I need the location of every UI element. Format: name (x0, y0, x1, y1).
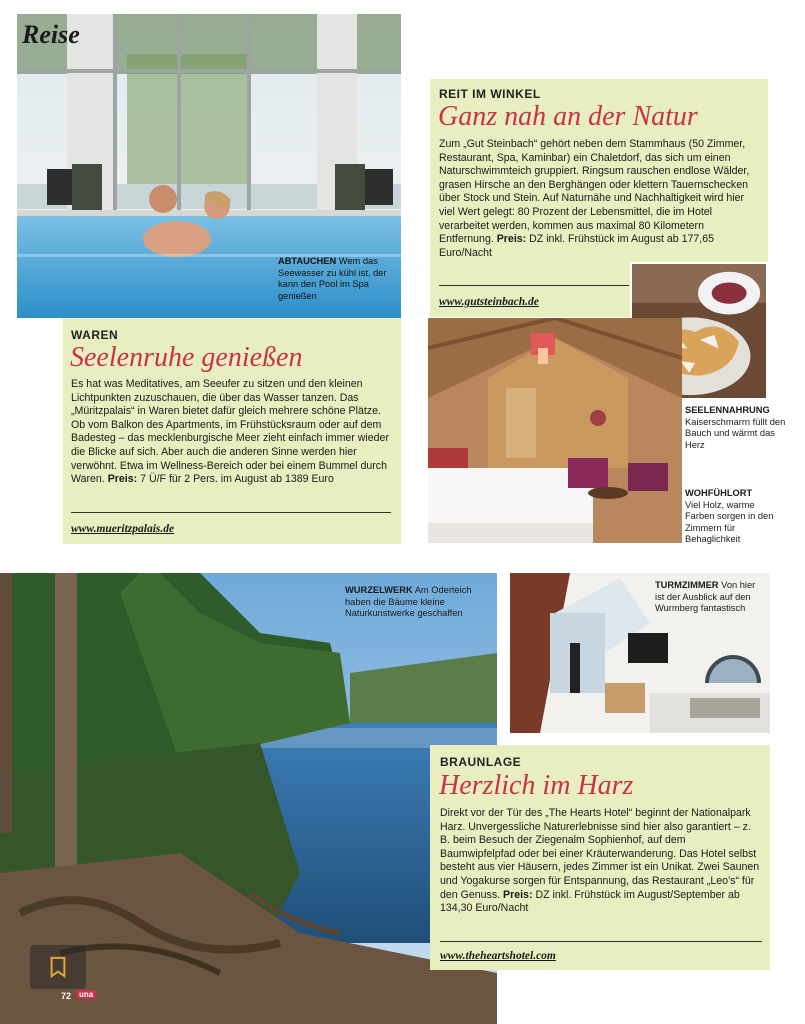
section-label: Reise (22, 20, 80, 49)
chalet-room-photo (428, 318, 682, 543)
bookmark-icon (47, 954, 69, 980)
harz-kicker: BRAUNLAGE (440, 755, 522, 769)
wohlfuehl-caption: WOHFÜHLORT Viel Holz, warme Farben sorgen in den Zimmern für Behaglichkeit (685, 488, 774, 544)
harz-body: Direkt vor der Tür des „The Hearts Hotel“ beginnt der Nationalpark Harz. Unvergessliche Naturerlebnisse sind hier also garantiert – z. B. beim Besuch der Ziegenalm Sophienhof, auf dem Baumwipfelpfad oder bei einer Kräuterwanderung. Das Hotel selbst besteht aus vier Häusern, jedes Zimmer ist ein Unikat. Zwei Saunen und Yogakurse sorgen für Entspannung, das Restaurant „Leo’s“ für den Genuss. Preis: DZ inkl. Frühstück im August/September ab 134,30 Euro/Nacht (440, 807, 760, 915)
reit-kicker: REIT IM WINKEL (439, 87, 541, 101)
bookmark-button[interactable] (30, 945, 86, 989)
reit-headline: Ganz nah an der Natur (438, 101, 698, 132)
waren-website-link[interactable]: www.mueritzpalais.de (71, 523, 175, 535)
brand-logo: una (76, 990, 96, 999)
waren-body: Es hat was Meditatives, am Seeufer zu sitzen und den kleinen Lichtpunkten zuzuschauen, die über das Wasser tanzen. Das „Müritzpalais“ in Waren bietet dafür gleich mehrere schöne Plätze. Ob vom Balkon des Apartments, im Frühstücksraum oder auf dem Badesteg – das mecklenburgische Meer zieht einfach immer wieder die Blicke auf sich. Aber auch die anderen Sinne werden hier verwöhnt. Etwa im Wellness-Bereich oder bei einem Bummel durch Waren. Preis: 7 Ü/F für 2 Pers. im August ab 1389 Euro (71, 378, 389, 486)
page-number: 72 (61, 991, 72, 1001)
harz-website-link[interactable]: www.theheartshotel.com (440, 950, 556, 962)
waren-article (63, 318, 401, 544)
harz-headline: Herzlich im Harz (439, 770, 634, 801)
seelennahrung-caption: SEELENNAHRUNG Kaiserschmarrn füllt den Bauch und wärmt das Herz (685, 405, 786, 450)
wurzel-caption: WURZELWERK Am Oderteich haben die Bäume kleine Naturkunstwerke geschaffen (345, 585, 472, 618)
pool-caption: ABTAUCHEN Wem das Seewasser zu kühl ist, der kann den Pool im Spa genießen (278, 256, 387, 301)
turm-caption: TURMZIMMER Von hier ist der Ausblick auf den Wurmberg fantastisch (655, 580, 756, 613)
harz-article (430, 745, 770, 970)
reit-website-link[interactable]: www.gutsteinbach.de (439, 296, 539, 308)
reit-body: Zum „Gut Steinbach“ gehört neben dem Stammhaus (50 Zimmer, Restaurant, Spa, Kaminbar) ein Chaletdorf, das sich um einen Naturschwimmteich gruppiert. Ringsum rauschen endlose Wälder, grasen Hirsche an den Berghängen oder klettern Tauernschecken über Stock und Stein. Auf Naturnähe und Nachhaltigkeit wird hier viel Wert gelegt: 80 Prozent der Lebensmittel, die im Hotel verarbeitet werden, kommen aus maximal 80 Kilometern Entfernung. Preis: DZ inkl. Frühstück im August ab 177,65 Euro/Nacht (439, 138, 750, 259)
waren-headline: Seelenruhe genießen (70, 342, 303, 373)
waren-kicker: WAREN (71, 328, 119, 342)
